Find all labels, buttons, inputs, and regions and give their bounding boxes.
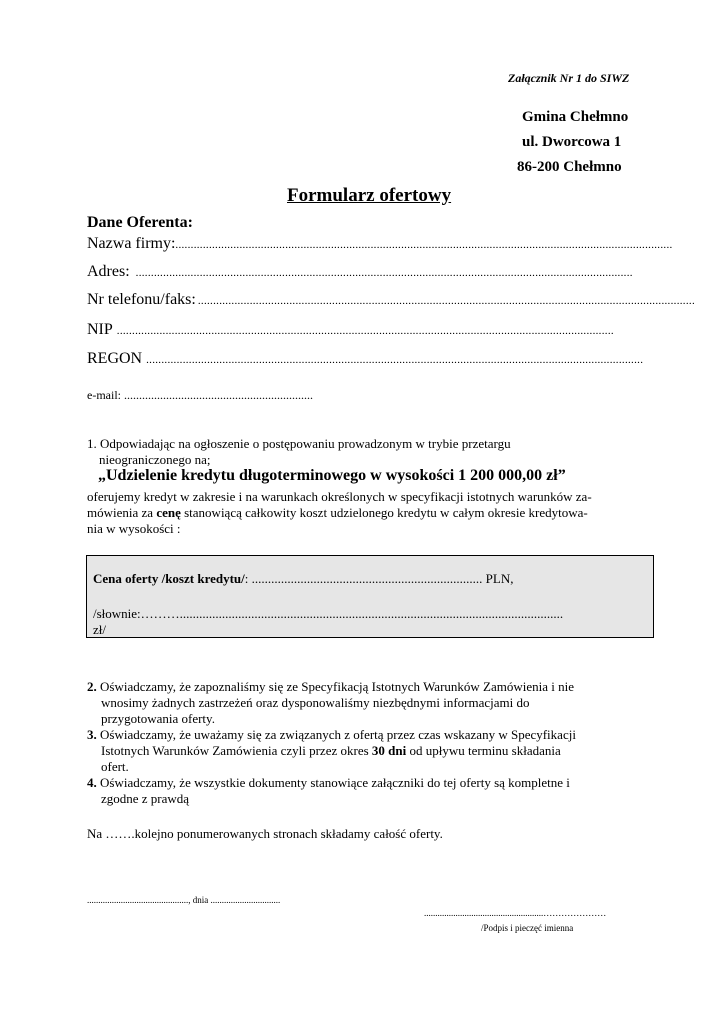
phone-label: Nr telefonu/faks: (87, 291, 196, 308)
statement-4-number: 4. (87, 775, 97, 790)
bidder-heading: Dane Oferenta: (87, 214, 193, 231)
annex-label: Załącznik Nr 1 do SIWZ (508, 71, 630, 85)
statement-3-line1: Oświadczamy, że uważamy się za związanych z ofertą przez czas wskazany w Specyfikacji (100, 727, 576, 742)
price-currency: zł/ (93, 622, 106, 637)
statement-3-number: 3. (87, 727, 97, 742)
statement-2-line3: przygotowania oferty. (101, 711, 215, 726)
nip-field[interactable] (87, 321, 637, 339)
pages-note: Na …….kolejno ponumerowanych stronach składamy całość oferty. (87, 826, 443, 841)
email-label: e-mail: (87, 388, 121, 402)
point1-line5: nia w wysokości : (87, 521, 181, 536)
nip-label: NIP (87, 321, 113, 338)
page-title: Formularz ofertowy (287, 185, 452, 206)
email-dots: ............................................................... (123, 388, 313, 402)
address-dots: ................................................................................................................................................................... (135, 267, 633, 279)
point1-line3: oferujemy kredyt w zakresie i na warunkach określonych w specyfikacji istotnych warunków za- (87, 489, 592, 504)
regon-dots: ................................................................................................................................................................... (146, 354, 644, 366)
point1-line4-post: stanowiącą całkowity koszt udzielonego kredytu w całym okresie kredytowa- (180, 505, 588, 520)
point1-line2: nieograniczonego na; (99, 452, 211, 467)
signature-caption: /Podpis i pieczęć imienna (481, 923, 574, 933)
phone-dots: ................................................................................................................................................................... (197, 295, 696, 307)
company-dots: ................................................................................................................................................................... (175, 239, 673, 251)
statement-4-line1: Oświadczamy, że wszystkie dokumenty stanowiące załączniki do tej oferty są kompletne i (100, 775, 570, 790)
price-dots: : ....................................................................... PLN, (244, 571, 514, 586)
price-box (86, 555, 654, 638)
statement-2-line1: Oświadczamy, że zapoznaliśmy się ze Specyfikacją Istotnych Warunków Zamówienia i nie (100, 679, 575, 694)
price-label: Cena oferty /koszt kredytu/ (93, 571, 245, 586)
regon-field[interactable] (87, 350, 644, 368)
email-field[interactable] (87, 388, 313, 403)
statement-2 (87, 679, 574, 695)
statement-2-line2: wnosimy żadnych zastrzeżeń oraz dysponowaliśmy niezbędnymi informacjami do (101, 695, 530, 710)
statement-3-line3: ofert. (101, 759, 129, 774)
point1-line4 (87, 505, 588, 521)
nip-dots: ................................................................................................................................................................... (116, 325, 614, 337)
recipient-street: ul. Dworcowa 1 (522, 134, 622, 150)
phone-field[interactable] (87, 291, 696, 309)
company-label: Nazwa firmy: (87, 235, 176, 252)
point1-line1: 1. Odpowiadając na ogłoszenie o postępowaniu prowadzonym w trybie przetargu (87, 436, 511, 451)
address-field[interactable] (87, 263, 637, 281)
statement-4 (87, 775, 570, 791)
statement-3-line2-post: od upływu terminu składania (406, 743, 561, 758)
statement-3-line2-pre: Istotnych Warunków Zamówienia czyli przez okres (101, 743, 372, 758)
address-label: Adres: (87, 263, 130, 280)
signature-line[interactable]: .....................................................………………… (424, 908, 607, 918)
statement-3 (87, 727, 576, 743)
place-date-line[interactable]: ............................................., dnia ............................... (87, 895, 281, 905)
statement-2-number: 2. (87, 679, 97, 694)
point1-price-word: cenę (156, 505, 181, 520)
company-field[interactable] (87, 235, 673, 253)
recipient-city: 86-200 Chełmno (517, 159, 622, 175)
statement-4-line2: zgodne z prawdą (101, 791, 190, 806)
statement-3-days: 30 dni (371, 743, 407, 758)
regon-label: REGON (87, 350, 143, 367)
price-line[interactable] (93, 571, 513, 587)
price-words-line[interactable]: /słownie:………...................................................................................................................... (93, 606, 564, 621)
statement-3-line2 (101, 743, 561, 759)
point1-line4-pre: mówienia za (87, 505, 157, 520)
recipient-name: Gmina Chełmno (522, 109, 629, 125)
loan-subject: „Udzielenie kredytu długoterminowego w wysokości 1 200 000,00 zł” (98, 467, 566, 484)
